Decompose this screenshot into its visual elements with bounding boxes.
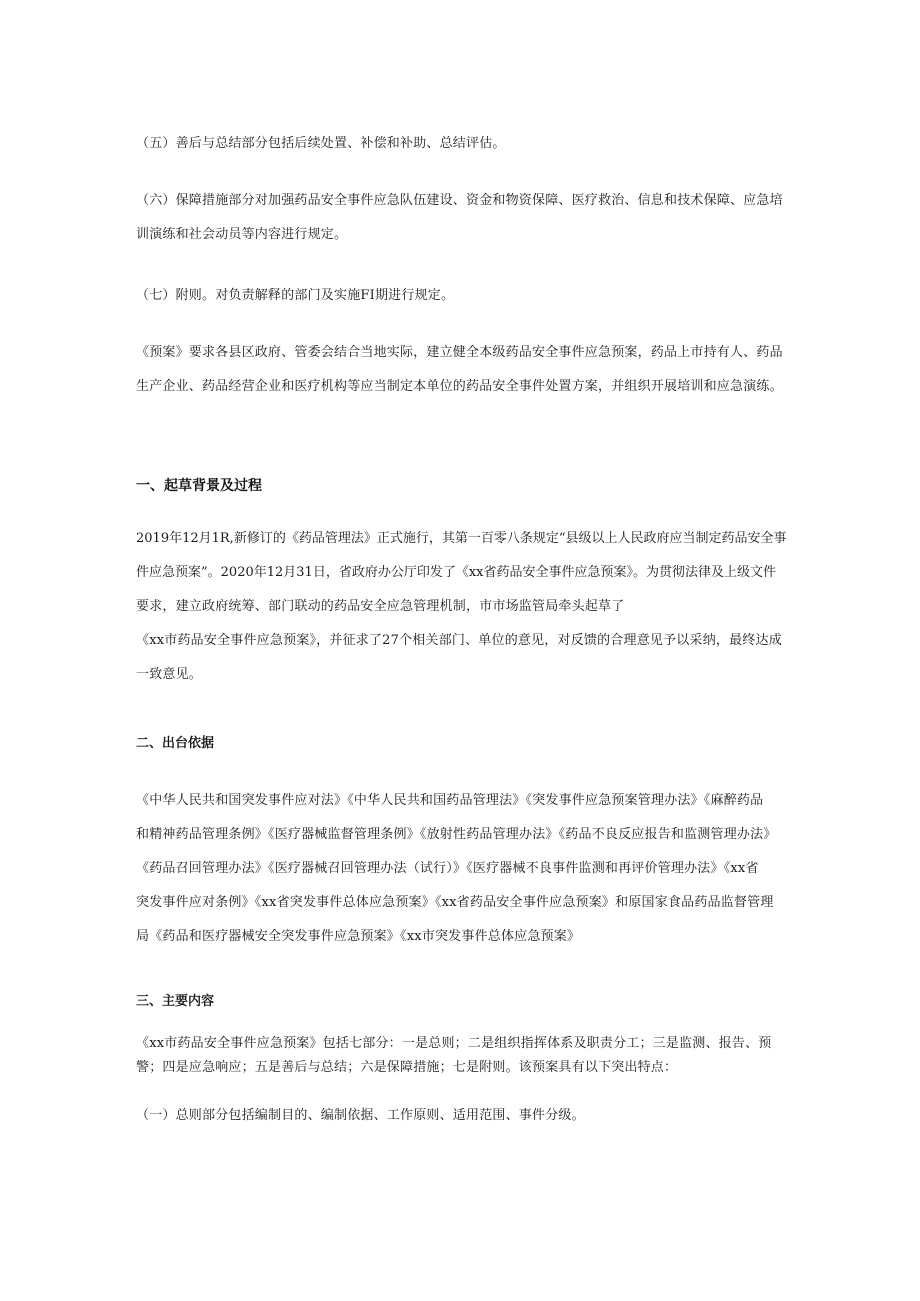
paragraph-requirement bbox=[136, 341, 786, 399]
text-line: 《药品召回管理办法》《医疗器械召回管理办法（试行）》《医疗器械不良事件监测和再评价管理办法》《xx省 bbox=[136, 861, 759, 876]
text-line: 一致意见。 bbox=[136, 667, 203, 682]
text-line: 生产企业、药品经营企业和医疗机构等应当制定本单位的药品安全事件处置方案，并组织开展培训和应急演练。 bbox=[136, 379, 783, 394]
text-line: 和精神药品管理条例》《医疗器械监督管理条例》《放射性药品管理办法》《药品不良反应报告和监测管理办法》 bbox=[136, 827, 777, 842]
text-line: 要求，建立政府统筹、部门联动的药品安全应急管理机制，市市场监管局牵头起草了 bbox=[136, 599, 625, 614]
paragraph-general-provisions bbox=[136, 1104, 786, 1128]
text-line: 《中华人民共和国突发事件应对法》《中华人民共和国药品管理法》《突发事件应急预案管理办法》《麻醉药品 bbox=[136, 793, 764, 808]
paragraph-background bbox=[136, 527, 786, 687]
paragraph-aftercare bbox=[136, 132, 786, 156]
text-line: （一）总则部分包括编制目的、编制依据、工作原则、适用范围、事件分级。 bbox=[136, 1108, 585, 1123]
paragraph-content-summary bbox=[136, 1032, 786, 1080]
text-line: 《预案》要求各县区政府、管委会结合当地实际，建立健全本级药品安全事件应急预案，药品上市持有人、药品 bbox=[136, 345, 783, 360]
text-line: （七）附则。对负责解释的部门及实施FI期进行规定。 bbox=[136, 288, 455, 303]
paragraph-basis bbox=[136, 789, 786, 949]
section-heading-basis: 二、出台依据 bbox=[136, 736, 215, 751]
paragraph-supplementary bbox=[136, 284, 786, 308]
text-line: 《xx市药品安全事件应急预案》包括七部分：一是总则；二是组织指挥体系及职责分工；三是监测、报告、预 bbox=[136, 1036, 772, 1051]
text-line: 训演练和社会动员等内容进行规定。 bbox=[136, 227, 348, 242]
text-line: 突发事件应对条例》《xx省突发事件总体应急预案》《xx省药品安全事件应急预案》和原国家食品药品监督管理 bbox=[136, 895, 774, 910]
section-heading-background: 一、起草背景及过程 bbox=[136, 478, 262, 494]
section-heading-content: 三、主要内容 bbox=[136, 994, 215, 1009]
text-line: 《xx市药品安全事件应急预案》，并征求了27个相关部门、单位的意见，对反馈的合理意见予以采纳，最终达成 bbox=[136, 633, 782, 648]
text-line: 局《药品和医疗器械安全突发事件应急预案》《xx市突发事件总体应急预案》 bbox=[136, 929, 581, 944]
text-line: 2019年12月1R,新修订的《药品管理法》正式施行，其第一百零八条规定“县级以上人民政府应当制定药品安全事 bbox=[136, 531, 787, 546]
paragraph-safeguards bbox=[136, 189, 786, 247]
text-line: 件应急预案”。2020年12月31日，省政府办公厅印发了《xx省药品安全事件应急预案》。为贯彻法律及上级文件 bbox=[136, 565, 776, 580]
text-line: （六）保障措施部分对加强药品安全事件应急队伍建设、资金和物资保障、医疗救治、信息和技术保障、应急培 bbox=[136, 193, 783, 208]
text-line: 警；四是应急响应；五是善后与总结；六是保障措施；七是附则。该预案具有以下突出特点： bbox=[136, 1060, 678, 1075]
text-line: （五）善后与总结部分包括后续处置、补偿和补助、总结评估。 bbox=[136, 136, 506, 151]
